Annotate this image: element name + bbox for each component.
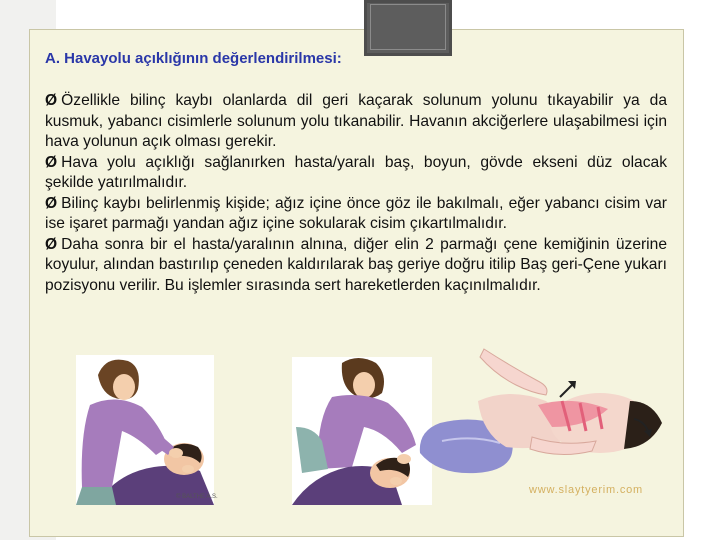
arrow-bullet-icon: Ø (45, 194, 58, 212)
head-tilt-chin-lift-illustration (412, 345, 682, 485)
finger-sweep-illustration (292, 357, 432, 505)
footer-website-url[interactable]: www.slaytyerim.com (529, 484, 644, 496)
illustration-credit: © BALTHE A.S. (176, 494, 218, 500)
bullet-item (45, 91, 667, 153)
bullet-item (45, 194, 667, 235)
arrow-bullet-icon: Ø (45, 235, 58, 253)
bullet-text: Bilinç kaybı belirlenmiş kişide; ağız içine önce göz ile bakılmalı, eğer yabancı cisim var ise işaret parmağı yandan ağız içine sokularak cisim çıkartılmalıdır. (45, 194, 667, 232)
bullet-item (45, 235, 667, 297)
arrow-bullet-icon: Ø (45, 153, 58, 171)
decorative-corner-box (364, 0, 452, 56)
bullet-text: Hava yolu açıklığı sağlanırken hasta/yaralı baş, boyun, gövde ekseni düz olacak şekilde yatırılmalıdır. (45, 153, 667, 191)
bullet-item (45, 153, 667, 194)
bullet-list (45, 91, 667, 296)
slide-title: A. Havayolu açıklığının değerlendirilmesi: (45, 50, 342, 67)
bullet-text: Özellikle bilinç kaybı olanlarda dil geri kaçarak solunum yolunu tıkayabilir ya da kusmuk, yabancı cisimlerle solunum yolu tıkanabilir. Havanın akciğerlere ulaşabilmesi için hava yolunun açık olması gerekir. (45, 92, 667, 150)
arrow-bullet-icon: Ø (45, 92, 58, 109)
bullet-text: Daha sonra bir el hasta/yaralının alnına, diğer elin 2 parmağı çene kemiğinin üzerine koyulur, alından bastırılıp çeneden kaldırılarak baş geriye doğru itilip Baş geri-Çene yukarı pozisyonu verilir. Bu işlemler sırasında sert hareketlerden kaçınılmalıdır. (45, 235, 667, 294)
mouth-check-illustration (76, 355, 214, 505)
